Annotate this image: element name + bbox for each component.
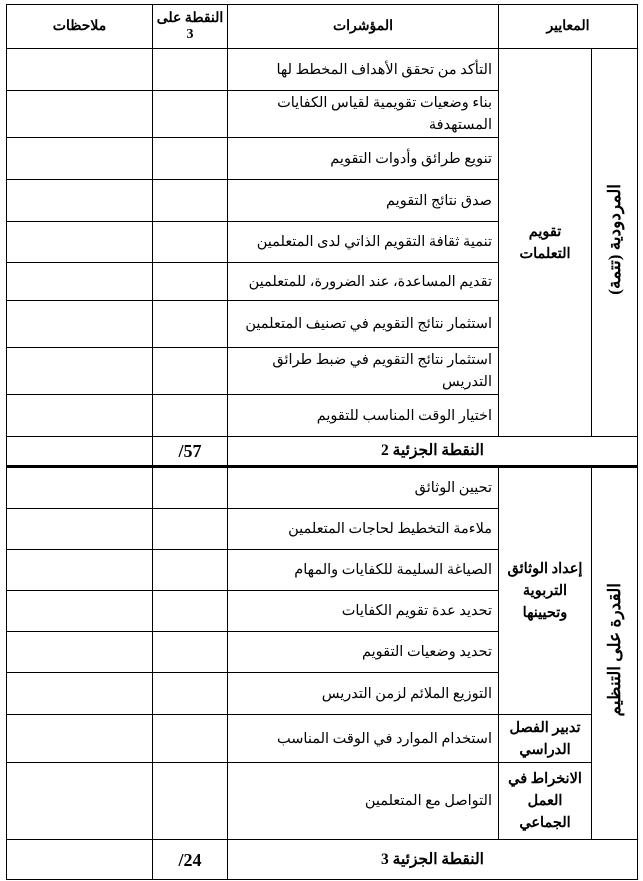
score-cell[interactable] [153,467,228,509]
sub-criterion-teamwork: الانخراط في العمل الجماعي [499,763,592,840]
table-row [7,763,638,840]
score-cell[interactable] [153,509,228,550]
score-cell[interactable] [153,180,228,222]
notes-cell[interactable] [7,509,153,550]
notes-cell[interactable] [7,222,153,263]
subtotal-score[interactable]: /57 [153,437,228,467]
notes-cell[interactable] [7,301,153,348]
notes-cell[interactable] [7,348,153,395]
score-cell[interactable] [153,301,228,348]
subtotal-row [7,437,638,467]
notes-cell[interactable] [7,91,153,138]
sub-criterion-classroom: تدبير الفصل الدراسي [499,715,592,763]
score-cell[interactable] [153,715,228,763]
subtotal-score[interactable]: /24 [153,840,228,880]
score-cell[interactable] [153,550,228,591]
score-cell[interactable] [153,348,228,395]
indicator: استثمار نتائج التقويم في ضبط طرائق التدريس [228,348,499,395]
notes-cell[interactable] [7,180,153,222]
score-cell[interactable] [153,49,228,91]
indicator: صدق نتائج التقويم [228,180,499,222]
notes-cell[interactable] [7,673,153,715]
header-notes: ملاحظات [7,5,153,49]
header-indicators: المؤشرات [228,5,499,49]
score-cell[interactable] [153,91,228,138]
table-row [7,467,638,509]
score-cell[interactable] [153,263,228,301]
indicator: تقديم المساعدة، عند الضرورة، للمتعلمين [228,263,499,301]
table-row [7,715,638,763]
sub-criterion-assessment: تقويم التعلمات [499,49,592,437]
score-cell[interactable] [153,222,228,263]
subtotal-row [7,840,638,880]
indicator: تنمية ثقافة التقويم الذاتي لدى المتعلمين [228,222,499,263]
indicator: الصياغة السليمة للكفايات والمهام [228,550,499,591]
indicator: التوزيع الملائم لزمن التدريس [228,673,499,715]
score-cell[interactable] [153,673,228,715]
score-cell[interactable] [153,763,228,840]
score-cell[interactable] [153,138,228,180]
indicator: اختيار الوقت المناسب للتقويم [228,395,499,437]
notes-cell[interactable] [7,763,153,840]
indicator: تنويع طرائق وأدوات التقويم [228,138,499,180]
score-cell[interactable] [153,395,228,437]
notes-cell[interactable] [7,437,153,467]
indicator: استخدام الموارد في الوقت المناسب [228,715,499,763]
indicator: بناء وضعيات تقويمية لقياس الكفايات المستهدفة [228,91,499,138]
main-criterion-organization: القدرة على التنظيم [592,467,638,840]
header-score: النقطة على 3 [153,5,228,49]
score-cell[interactable] [153,591,228,632]
notes-cell[interactable] [7,263,153,301]
indicator: تحديد وضعيات التقويم [228,632,499,673]
sub-criterion-documents: إعداد الوثائق التربوية وتحيينها [499,467,592,715]
notes-cell[interactable] [7,49,153,91]
header-criteria: المعايير [499,5,638,49]
table-row [7,49,638,91]
indicator: تحيين الوثائق [228,467,499,509]
score-cell[interactable] [153,632,228,673]
evaluation-table [6,4,638,880]
notes-cell[interactable] [7,395,153,437]
subtotal-label: النقطة الجزئية 2 [228,437,638,467]
notes-cell[interactable] [7,550,153,591]
notes-cell[interactable] [7,840,153,880]
indicator: تحديد عدة تقويم الكفايات [228,591,499,632]
indicator: التواصل مع المتعلمين [228,763,499,840]
main-criterion-performance: المردودية (تتمة) [592,49,638,437]
notes-cell[interactable] [7,138,153,180]
notes-cell[interactable] [7,632,153,673]
indicator: التأكد من تحقق الأهداف المخطط لها [228,49,499,91]
subtotal-label: النقطة الجزئية 3 [228,840,638,880]
indicator: ملاءمة التخطيط لحاجات المتعلمين [228,509,499,550]
header-row [7,5,638,49]
notes-cell[interactable] [7,467,153,509]
notes-cell[interactable] [7,591,153,632]
notes-cell[interactable] [7,715,153,763]
indicator: استثمار نتائج التقويم في تصنيف المتعلمين [228,301,499,348]
